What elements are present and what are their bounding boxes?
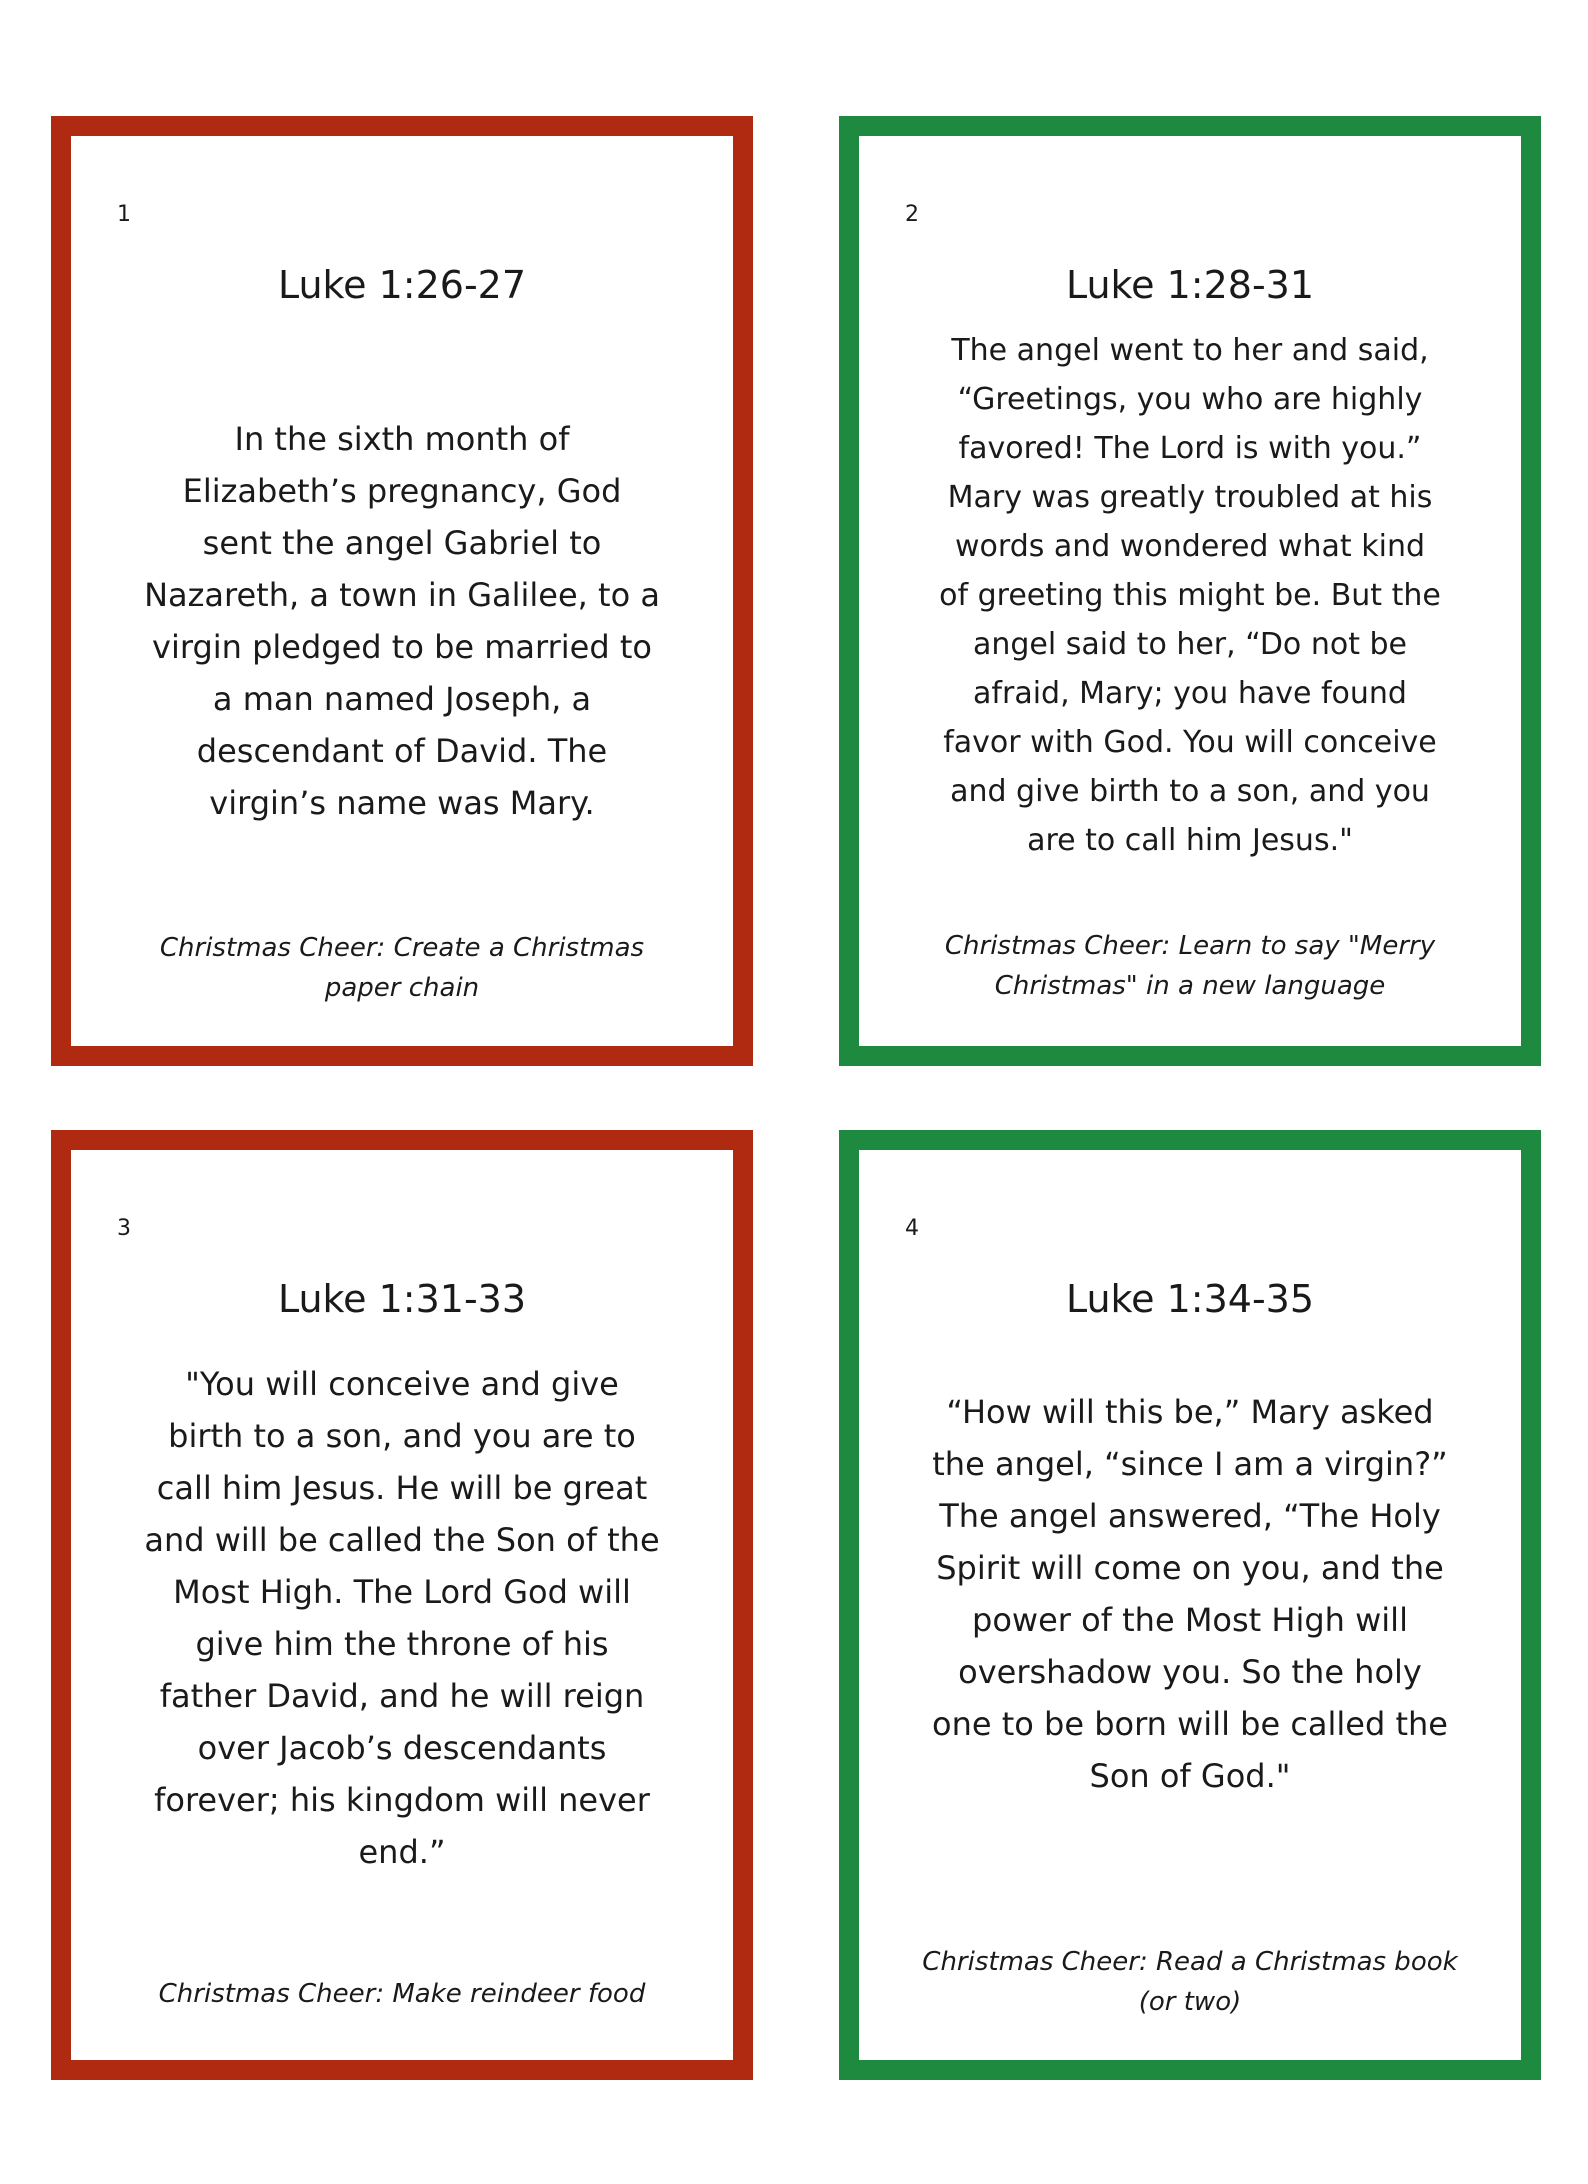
card-4 — [839, 1130, 1541, 2080]
card-1 — [51, 116, 753, 1066]
card-verse: “How will this be,” Mary asked the angel, “since I am a virgin?” The angel answered, “The Holy Spirit will come on you, and the power of the Most High will overshadow you. So the holy one to be born will be called the Son of God." — [932, 1393, 1448, 1795]
card-verse: The angel went to her and said, “Greetings, you who are highly favored! The Lord is with you.” Mary was greatly troubled at his words and wondered what kind of greeting this might be. But the angel said to her, “Do not be afraid, Mary; you have found favor with God. You will conceive and give birth to a son, and you are to call him Jesus." — [939, 333, 1441, 858]
card-cheer: Christmas Cheer: Create a Christmas paper chain — [159, 933, 645, 1003]
card-reference: Luke 1:34-35 — [1065, 1277, 1315, 1321]
card-cheer: Christmas Cheer: Read a Christmas book (or two) — [922, 1947, 1458, 2017]
card-cheer: Christmas Cheer: Learn to say "Merry Christmas" in a new language — [944, 931, 1436, 1001]
card-cheer: Christmas Cheer: Make reindeer food — [158, 1979, 646, 2009]
card-number: 2 — [905, 202, 919, 227]
card-2 — [839, 116, 1541, 1066]
card-3 — [51, 1130, 753, 2080]
card-reference: Luke 1:28-31 — [1065, 263, 1315, 307]
card-number: 1 — [117, 202, 131, 227]
card-verse: In the sixth month of Elizabeth’s pregnancy, God sent the angel Gabriel to Nazareth, a town in Galilee, to a virgin pledged to be married to a man named Joseph, a descendant of David. The virgin’s name was Mary. — [144, 420, 660, 822]
card-number: 3 — [117, 1216, 131, 1241]
card-reference: Luke 1:26-27 — [277, 263, 527, 307]
card-number: 4 — [905, 1216, 919, 1241]
card-reference: Luke 1:31-33 — [277, 1277, 527, 1321]
card-verse: "You will conceive and give birth to a son, and you are to call him Jesus. He will be great and will be called the Son of the Most High. The Lord God will give him the throne of his father David, and he will reign over Jacob’s descendants forever; his kingdom will never end.” — [144, 1365, 660, 1871]
